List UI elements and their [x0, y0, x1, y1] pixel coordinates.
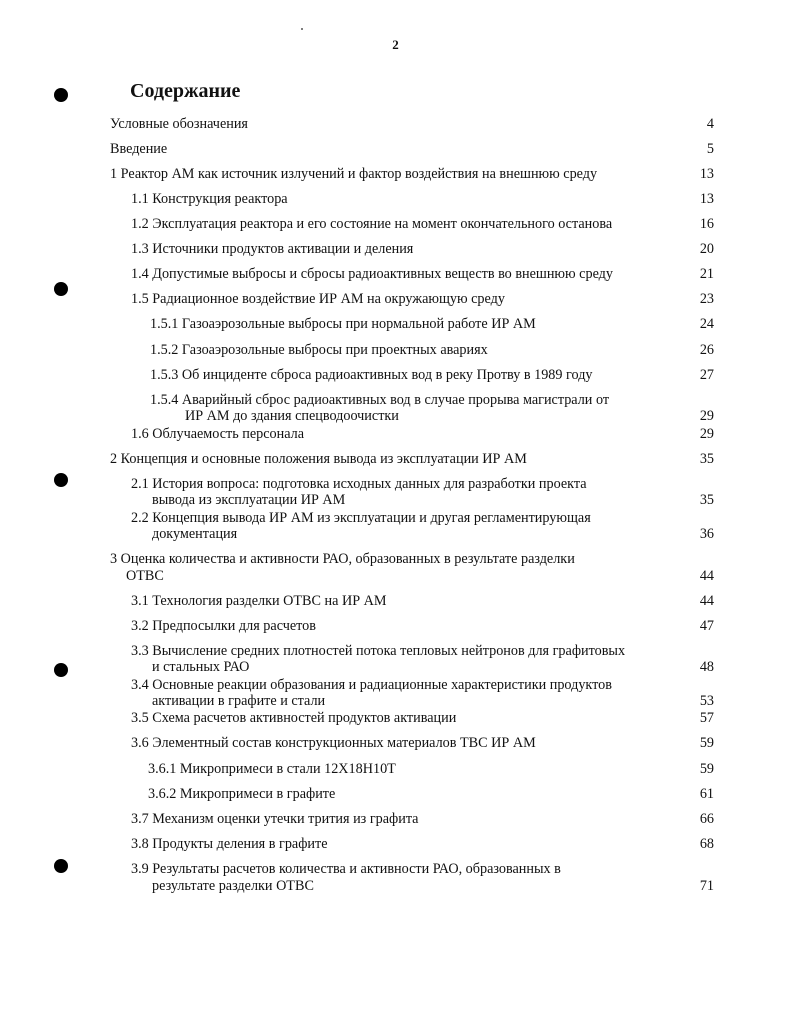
toc-page-3-7: 66 — [699, 811, 714, 827]
toc-entry-1-3[interactable]: 1.3 Источники продуктов активации и деления — [131, 241, 414, 257]
toc-entry-3-8[interactable]: 3.8 Продукты деления в графите — [131, 836, 328, 852]
toc-page-1-5-3: 27 — [699, 367, 714, 383]
toc-entry-1[interactable]: 1 Реактор АМ как источник излучений и фактор воздействия на внешнюю среду — [110, 166, 598, 182]
toc-page-1-2: 16 — [699, 216, 714, 232]
toc-page-3-2: 47 — [699, 618, 714, 634]
toc-page-3-8: 68 — [699, 836, 714, 852]
toc-entry-2-1-cont[interactable]: вывода из эксплуатации ИР АМ — [152, 492, 346, 508]
toc-page-1-5-2: 26 — [699, 342, 714, 358]
toc-entry-1-4[interactable]: 1.4 Допустимые выбросы и сбросы радиоактивных веществ во внешнюю среду — [131, 266, 613, 282]
toc-page-1-1: 13 — [699, 191, 714, 207]
toc-entry-2-1[interactable]: 2.1 История вопроса: подготовка исходных данных для разработки проекта — [131, 476, 587, 492]
toc-entry-symbols[interactable]: Условные обозначения — [110, 116, 248, 132]
toc-entry-3-6-1[interactable]: 3.6.1 Микропримеси в стали 12Х18Н10Т — [148, 761, 396, 777]
toc-page-introduction: 5 — [706, 141, 714, 157]
toc-page-3-9: 71 — [699, 878, 714, 894]
toc-entry-1-2[interactable]: 1.2 Эксплуатация реактора и его состояние на момент окончательного останова — [131, 216, 613, 232]
toc-entry-3-7[interactable]: 3.7 Механизм оценки утечки трития из графита — [131, 811, 419, 827]
toc-page-2-1: 35 — [699, 492, 714, 508]
toc-entry-3[interactable]: 3 Оценка количества и активности РАО, образованных в результате разделки — [110, 551, 575, 567]
toc-page-1-4: 21 — [699, 266, 714, 282]
toc-entry-3-3-cont[interactable]: и стальных РАО — [152, 659, 250, 675]
toc-page-1-5-1: 24 — [699, 316, 714, 332]
toc-page-1-5-4: 29 — [699, 408, 714, 424]
toc-page-2: 35 — [699, 451, 714, 467]
page-number: 2 — [392, 37, 399, 52]
toc-page-2-2: 36 — [699, 526, 714, 542]
toc-page-1: 13 — [699, 166, 714, 182]
toc-page-3-4: 53 — [699, 693, 714, 709]
toc-entry-1-5-4[interactable]: 1.5.4 Аварийный сброс радиоактивных вод в случае прорыва магистрали от — [150, 392, 610, 408]
toc-entry-3-6-2[interactable]: 3.6.2 Микропримеси в графите — [148, 786, 336, 802]
toc-page-1-3: 20 — [699, 241, 714, 257]
toc-entry-3-3[interactable]: 3.3 Вычисление средних плотностей потока тепловых нейтронов для графитовых — [131, 643, 626, 659]
toc-page-3-6-1: 59 — [699, 761, 714, 777]
toc-entry-3-6[interactable]: 3.6 Элементный состав конструкционных материалов ТВС ИР АМ — [131, 735, 536, 751]
toc-entry-3-4-cont[interactable]: активации в графите и стали — [152, 693, 326, 709]
toc-page-3-6: 59 — [699, 735, 714, 751]
toc-entry-1-6[interactable]: 1.6 Облучаемость персонала — [131, 426, 305, 442]
toc-page-symbols: 4 — [706, 116, 714, 132]
toc-page-3-6-2: 61 — [699, 786, 714, 802]
toc-entry-3-9[interactable]: 3.9 Результаты расчетов количества и активности РАО, образованных в — [131, 861, 561, 877]
toc-entry-1-5-1[interactable]: 1.5.1 Газоаэрозольные выбросы при нормальной работе ИР АМ — [150, 316, 536, 332]
toc-entry-3-5[interactable]: 3.5 Схема расчетов активностей продуктов активации — [131, 710, 457, 726]
toc-entry-2-2[interactable]: 2.2 Концепция вывода ИР АМ из эксплуатации и другая регламентирующая — [131, 510, 591, 526]
toc-page-3-5: 57 — [699, 710, 714, 726]
toc-entry-1-1[interactable]: 1.1 Конструкция реактора — [131, 191, 288, 207]
toc-entry-2-2-cont[interactable]: документация — [152, 526, 238, 542]
toc-page-3-1: 44 — [699, 593, 714, 609]
toc-page-3: 44 — [699, 568, 714, 584]
toc-entry-1-5[interactable]: 1.5 Радиационное воздействие ИР АМ на окружающую среду — [131, 291, 505, 307]
toc-page-1-6: 29 — [699, 426, 714, 442]
toc-entry-1-5-4-cont[interactable]: ИР АМ до здания спецводоочистки — [185, 408, 399, 424]
toc-entry-3-cont[interactable]: ОТВС — [126, 568, 164, 584]
toc-entry-1-5-3[interactable]: 1.5.3 Об инциденте сброса радиоактивных вод в реку Протву в 1989 году — [150, 367, 593, 383]
toc-entry-introduction[interactable]: Введение — [110, 141, 168, 157]
toc-entry-3-2[interactable]: 3.2 Предпосылки для расчетов — [131, 618, 316, 634]
toc-entry-1-5-2[interactable]: 1.5.2 Газоаэрозольные выбросы при проектных авариях — [150, 342, 488, 358]
toc-entry-3-1[interactable]: 3.1 Технология разделки ОТВС на ИР АМ — [131, 593, 387, 609]
toc-page-1-5: 23 — [699, 291, 714, 307]
page-title: Содержание — [130, 80, 241, 102]
toc-entry-2[interactable]: 2 Концепция и основные положения вывода из эксплуатации ИР АМ — [110, 451, 527, 467]
toc-entry-3-9-cont[interactable]: результате разделки ОТВС — [152, 878, 314, 894]
toc-page-3-3: 48 — [699, 659, 714, 675]
toc-entry-3-4[interactable]: 3.4 Основные реакции образования и радиационные характеристики продуктов — [131, 677, 612, 693]
